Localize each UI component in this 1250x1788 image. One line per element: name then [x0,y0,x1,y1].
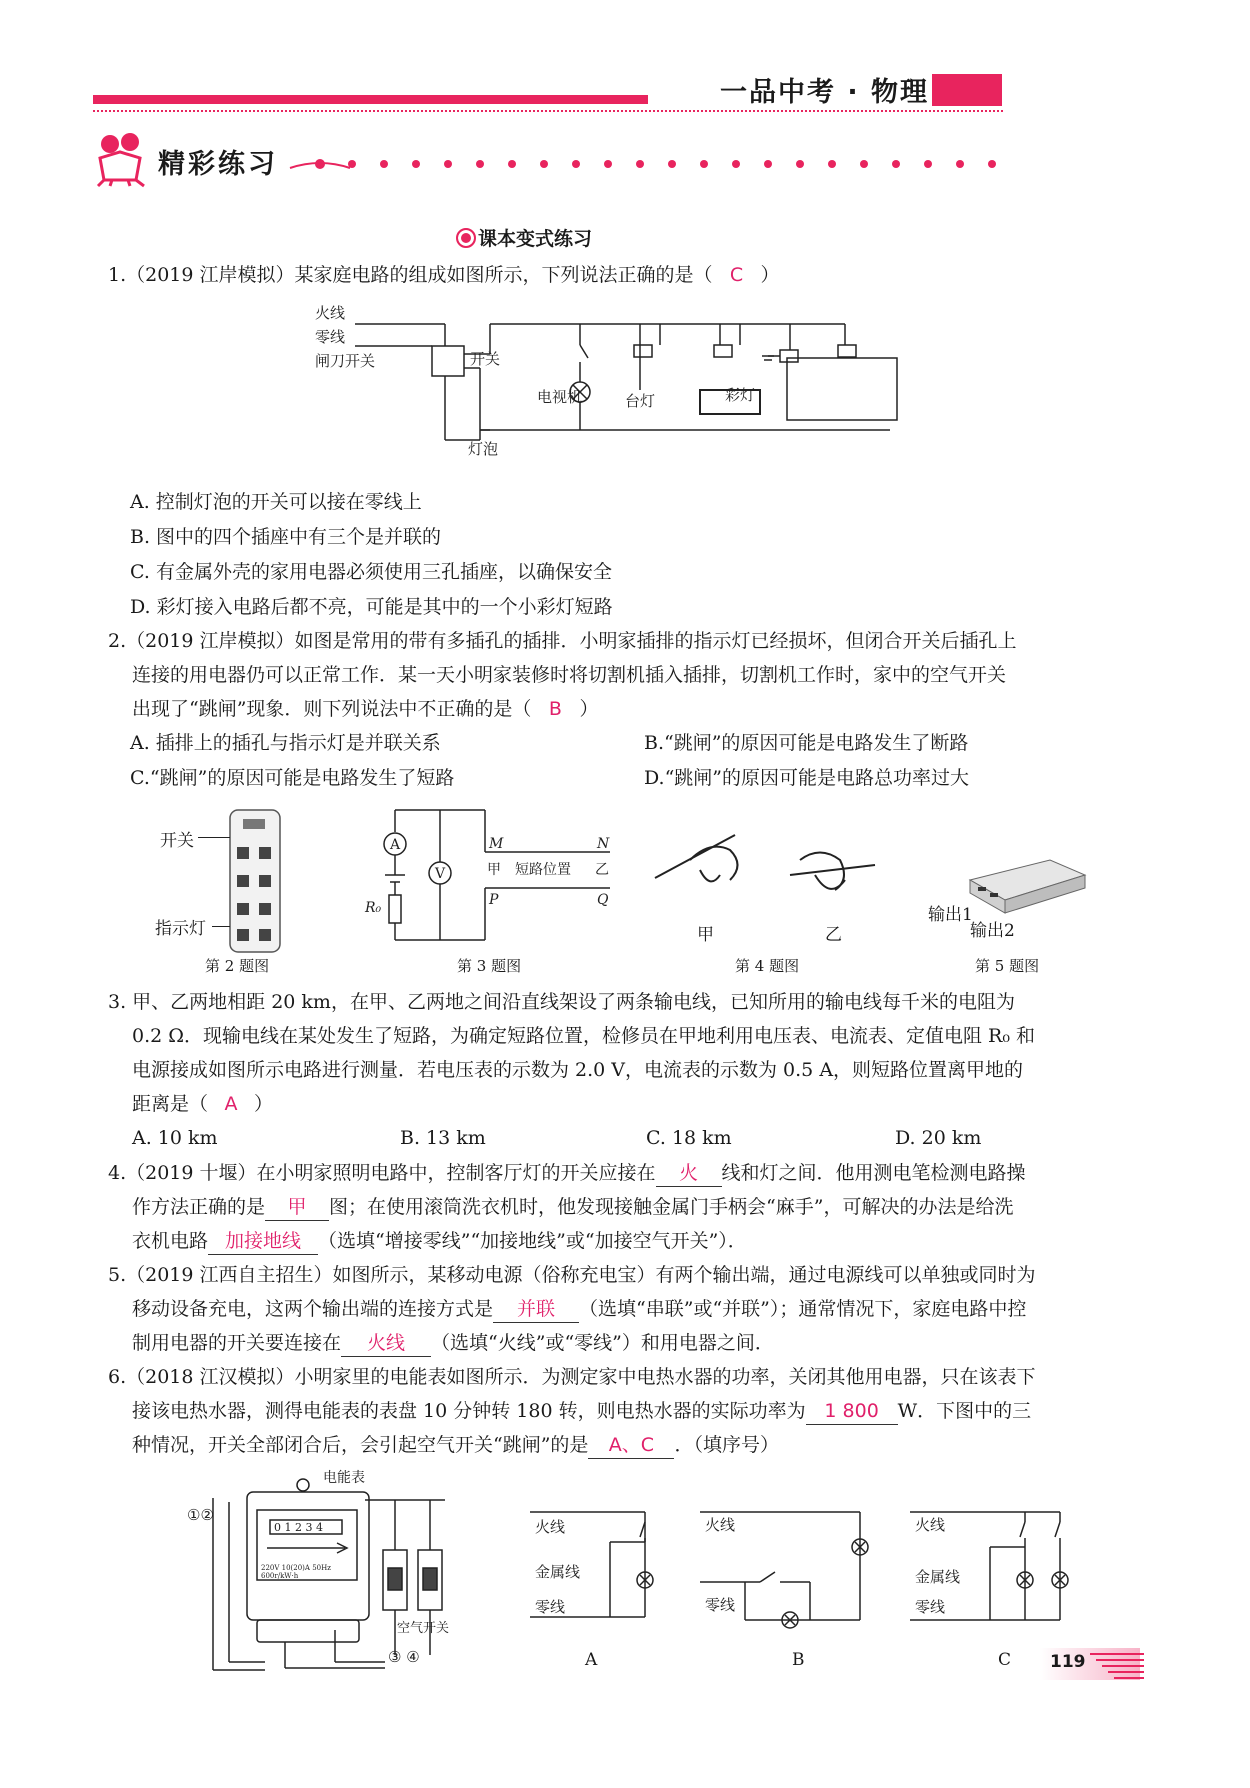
q2-close: ） [579,698,599,720]
q3-close: ） [254,1093,274,1115]
fig5-caption: 第 5 题图 [975,957,1040,975]
q1-fig-lamp: 台灯 [625,392,656,410]
fig4-test-pen-hands [650,820,890,920]
q1-text: 1.（2019 江岸模拟）某家庭电路的组成如图所示，下列说法正确的是（ [108,264,713,286]
fig6-label-c: C [998,1650,1012,1670]
q1-fig-cai: 彩灯 [725,386,756,404]
q4-p3: 作方法正确的是 [132,1196,266,1218]
fig3-voltmeter-label: V [435,866,446,882]
q4-blank-1: 火 [656,1160,722,1187]
q6-p5: ．（填序号） [674,1434,779,1456]
fig6c-jin: 金属线 [915,1568,961,1586]
q3-line3: 电源接成如图所示电路进行测量．若电压表的示数为 2.0 V，电流表的示数为 0.5 A，则短路位置离甲地的 [132,1059,1024,1081]
fig3-caption: 第 3 题图 [457,957,522,975]
header-block [932,74,1002,106]
q1-fig-zha: 闸刀开关 [315,352,376,370]
fig6-label-a: A [585,1650,598,1670]
q5-p5: （选填“火线”或“零线”）和用电器之间． [431,1332,774,1354]
fig6-circuit-c [910,1502,1080,1632]
section-dots [290,156,1010,172]
q6-p4: 种情况，开关全部闭合后，会引起空气开关“跳闸”的是 [132,1434,589,1456]
q1-close: ） [760,264,780,286]
q3-answer: A [224,1093,238,1115]
q1-fig-deng: 灯泡 [468,440,499,458]
q4-p1: 4.（2019 十堰）在小明家照明电路中，控制客厅灯的开关应接在 [108,1162,656,1184]
q4-line3 [132,1224,1172,1258]
header-bar [93,95,648,104]
q5-p4: 制用电器的开关要连接在 [132,1332,342,1354]
fig3-ammeter-label: A [390,837,401,853]
q3-line4-text: 距离是（ [132,1093,209,1115]
q5-line3 [132,1326,1172,1360]
fig3-pos-label: 短路位置 [515,862,571,878]
q1-circuit-diagram [315,290,930,480]
q1-fig-huo: 火线 [315,304,346,322]
q3-option-a: A. 10 km [132,1127,218,1149]
fig4-caption: 第 4 题图 [735,957,800,975]
fig4-yi-label: 乙 [825,925,842,945]
q3-line4 [132,1087,1172,1121]
fig6c-huo: 火线 [915,1516,946,1534]
q4-p6: （选填“增接零线”“加接地线”或“加接空气开关”）． [318,1230,747,1252]
subsection-bullet-icon [456,228,476,248]
fig6-meter-label: 电能表 [323,1470,365,1486]
q5-p3: （选填“串联”或“并联”）；通常情况下，家庭电路中控 [579,1298,1027,1320]
q6-line2 [132,1394,1172,1428]
page-number-stripes [1090,1650,1144,1680]
q2-option-d: D.“跳闸”的原因可能是电路总功率过大 [644,767,970,789]
fig2-pointer-2 [212,926,230,927]
fig5-out1-label: 输出1 [928,905,973,925]
q6-line3 [132,1428,1172,1462]
fig2-label-zhishideng: 指示灯 [155,919,206,939]
q5-line2 [132,1292,1172,1326]
question-1-stem [108,258,1148,292]
q4-line2 [132,1190,1172,1224]
fig4-jia-label: 甲 [697,925,714,945]
q5-blank-1: 并联 [493,1296,579,1323]
q6-blank-1: 1 800 [806,1398,898,1425]
q5-blank-2: 火线 [341,1330,431,1357]
header-dots [93,110,1003,112]
fig6-kong-label: 空气开关 [397,1621,450,1636]
fig6-circuit-a [530,1502,660,1632]
fig6-label-b: B [792,1650,805,1670]
fig6c-ling: 零线 [915,1598,946,1616]
q3-line2: 0.2 Ω．现输电线在某处发生了短路，为确定短路位置，检修员在甲地利用电压表、电流表、定值电阻 R₀ 和 [132,1025,1036,1047]
q4-p2: 线和灯之间．他用测电笔检测电路操 [721,1162,1026,1184]
fig2-caption: 第 2 题图 [205,957,270,975]
q6-p3: W．下图中的三 [897,1400,1032,1422]
fig3-circuit [365,800,625,950]
q4-p4: 图；在使用滚筒洗衣机时，他发现接触金属门手柄会“麻手”，可解决的办法是给洗 [329,1196,1014,1218]
fig3-r0-label: R₀ [365,900,382,916]
fig5-out2-label: 输出2 [970,921,1015,941]
q1-fig-tv: 电视机 [537,388,583,406]
q4-blank-2: 甲 [265,1194,329,1221]
fig6a-ling: 零线 [535,1598,566,1616]
q6-line1: 6.（2018 江汉模拟）小明家里的电能表如图所示．为测定家中电热水器的功率，关闭其他用电器，只在该表下 [108,1366,1036,1388]
page-number: 119 [1050,1652,1086,1672]
fig3-n-label: N [597,836,610,852]
q1-option-c: C. 有金属外壳的家用电器必须使用三孔插座，以确保安全 [130,561,612,583]
fig2-pointer-1 [198,837,230,838]
q5-line1: 5.（2019 江西自主招生）如图所示，某移动电源（俗称充电宝）有两个输出端，通过电源线可以单独或同时为 [108,1264,1036,1286]
q5-p2: 移动设备充电，这两个输出端的连接方式是 [132,1298,494,1320]
q4-p5: 衣机电路 [132,1230,209,1252]
q6-p2: 接该电热水器，测得电能表的表盘 10 分钟转 180 转，则电热水器的实际功率为 [132,1400,806,1422]
fig6-meter-digits: 0 1 2 3 4 [274,1521,323,1534]
fig6-circuit-b [700,1502,870,1632]
q3-option-c: C. 18 km [646,1127,732,1149]
q4-blank-3: 加接地线 [208,1228,318,1255]
q1-fig-kai: 开关 [470,350,501,368]
fig6-terminals-12: ①② [187,1506,214,1524]
fig6b-ling: 零线 [705,1596,736,1614]
q2-option-b: B.“跳闸”的原因可能是电路发生了断路 [644,732,969,754]
fig3-jia-label: 甲 [487,862,501,878]
fig6-meter-spec: 220V 10(20)A 50Hz [261,1564,331,1572]
fig6b-huo: 火线 [705,1516,736,1534]
fig3-q-label: Q [597,892,609,908]
q6-blank-2: A、C [588,1432,674,1459]
q2-line3-text: 出现了“跳闸”现象．则下列说法中不正确的是（ [132,698,532,720]
fig6a-jin: 金属线 [535,1563,581,1581]
fig6-meter-spec2: 600r/kW·h [261,1572,299,1580]
q2-answer: B [548,698,562,720]
header-title: 一品中考 · 物理 [720,77,930,108]
section-title: 精彩练习 [158,149,278,180]
q1-answer: C [729,264,744,286]
fig3-m-label: M [489,836,504,852]
mascot-icon [90,130,152,186]
fig2-label-kaiguan: 开关 [160,831,194,851]
subsection-title: 课本变式练习 [478,228,593,250]
q1-fig-ling: 零线 [315,328,346,346]
q2-line1: 2.（2019 江岸模拟）如图是常用的带有多插孔的插排．小明家插排的指示灯已经损坏，但闭合开关后插孔上 [108,630,1017,652]
fig5-power-bank [960,855,1090,915]
fig2-power-strip [225,805,285,957]
q2-line3 [132,692,1172,726]
fig6-energy-meter [187,1470,495,1675]
q1-option-a: A. 控制灯泡的开关可以接在零线上 [130,491,422,513]
fig3-yi-label: 乙 [595,862,609,878]
q4-line1 [108,1156,1148,1190]
q2-option-a: A. 插排上的插孔与指示灯是并联关系 [130,732,441,754]
q3-line1: 3. 甲、乙两地相距 20 km，在甲、乙两地之间沿直线架设了两条输电线，已知所用的输电线每千米的电阻为 [108,991,1015,1013]
fig6-terminals-34: ③ ④ [388,1648,420,1666]
q2-line2: 连接的用电器仍可以正常工作．某一天小明家装修时将切割机插入插排，切割机工作时，家中的空气开关 [132,664,1007,686]
q1-option-d: D. 彩灯接入电路后都不亮，可能是其中的一个小彩灯短路 [130,596,613,618]
fig6a-huo: 火线 [535,1518,566,1536]
q3-option-d: D. 20 km [895,1127,982,1149]
q1-option-b: B. 图中的四个插座中有三个是并联的 [130,526,442,548]
q2-option-c: C.“跳闸”的原因可能是电路发生了短路 [130,767,455,789]
q3-option-b: B. 13 km [400,1127,486,1149]
fig3-p-label: P [489,892,499,908]
